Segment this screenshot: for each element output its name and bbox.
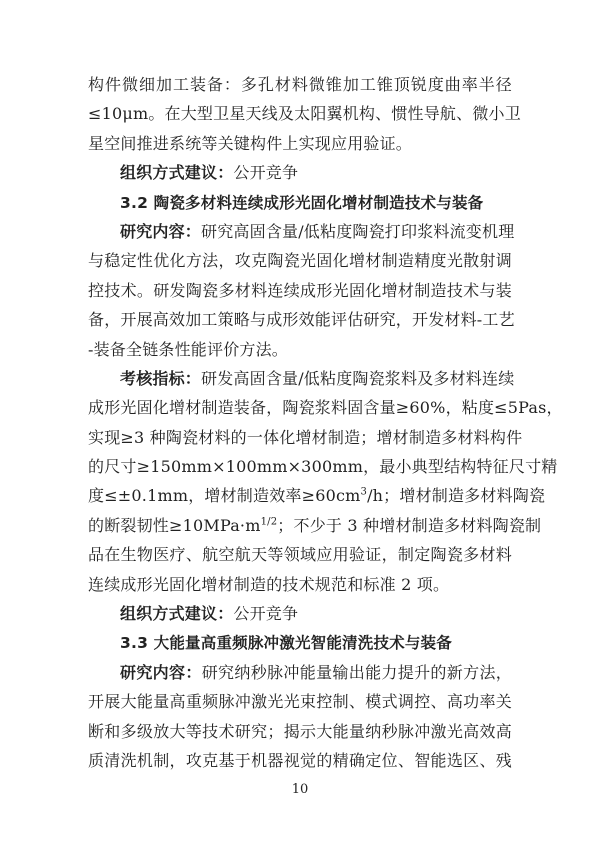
section-heading <box>88 628 512 657</box>
line-text: 品在生物医疗、航空航天等领域应用验证，制定陶瓷多材料 <box>88 545 512 565</box>
text-line <box>88 452 558 481</box>
line-text: 公开竞争 <box>233 604 299 624</box>
line-text: 的断裂韧性≥10MPa·m <box>88 515 261 535</box>
text-line <box>88 658 512 687</box>
body-text <box>88 70 563 775</box>
text-line <box>88 423 523 452</box>
page-number: 10 <box>291 782 309 797</box>
superscript: 1/2 <box>260 516 278 528</box>
text-line <box>88 276 512 305</box>
line-text: ≤10μm。在大型卫星天线及太阳翼机构、惯性导航、微小卫 <box>88 104 521 124</box>
line-text: 研究高固含量/低粘度陶瓷打印浆料流变机理 <box>201 221 515 241</box>
text-line <box>88 364 515 393</box>
text-line <box>88 599 512 628</box>
line-text: 公开竞争 <box>233 163 299 183</box>
line-text: 研究纳秒脉冲能量输出能力提升的新方法， <box>201 662 512 682</box>
heading-text: 3.2 陶瓷多材料连续成形光固化增材制造技术与装备 <box>120 193 484 212</box>
line-text: 星空间推进系统等关键构件上实现应用验证。 <box>88 133 413 153</box>
bold-label: 研究内容： <box>120 221 202 241</box>
text-line <box>88 511 542 540</box>
line-text: 与稳定性优化方法，攻克陶瓷光固化增材制造精度光散射调 <box>88 251 512 271</box>
bold-label: 组织方式建议： <box>120 604 234 624</box>
text-line <box>88 393 563 422</box>
text-line <box>88 246 512 275</box>
text-line <box>88 540 512 569</box>
line-text: 研发高固含量/低粘度陶瓷浆料及多材料连续 <box>201 368 515 388</box>
text-line <box>88 129 512 158</box>
line-text: 断和多级放大等技术研究；揭示大能量纳秒脉冲激光高效高 <box>88 721 512 741</box>
text-line <box>88 687 512 716</box>
text-line <box>88 70 512 99</box>
line-text: 成形光固化增材制造装备，陶瓷浆料固含量≥60%，粘度≤5Pas， <box>88 398 563 418</box>
text-line <box>88 746 512 775</box>
line-text: 构件微细加工装备：多孔材料微锥加工锥顶锐度曲率半径 <box>88 75 512 94</box>
line-text: 备，开展高效加工策略与成形效能评估研究，开发材料-工艺 <box>88 310 515 330</box>
line-text: 的尺寸≥150mm×100mm×300mm，最小典型结构特征尺寸精 <box>88 457 558 477</box>
line-text: 连续成形光固化增材制造的技术规范和标准 2 项。 <box>88 574 450 594</box>
text-line <box>88 99 521 128</box>
line-text: 实现≥3 种陶瓷材料的一体化增材制造；增材制造多材料构件 <box>88 427 523 447</box>
line-text: ；不少于 3 种增材制造多材料陶瓷制 <box>277 515 542 535</box>
text-line <box>88 335 512 364</box>
bold-label: 考核指标： <box>120 368 202 388</box>
line-text: 控技术。研发陶瓷多材料连续成形光固化增材制造技术与装 <box>88 280 512 300</box>
heading-text: 3.3 大能量高重频脉冲激光智能清洗技术与装备 <box>120 634 452 653</box>
text-line <box>88 305 515 334</box>
text-line <box>88 570 512 599</box>
text-line <box>88 158 512 187</box>
line-text: -装备全链条性能评价方法。 <box>88 339 289 359</box>
section-heading <box>88 188 512 217</box>
line-text: 度≤±0.1mm，增材制造效率≥60cm <box>88 486 361 506</box>
bold-label: 研究内容： <box>120 662 202 682</box>
line-text: 开展大能量高重频脉冲激光光束控制、模式调控、高功率关 <box>88 692 512 712</box>
bold-label: 组织方式建议： <box>120 163 234 183</box>
line-text: /h；增材制造多材料陶瓷 <box>367 486 546 506</box>
text-line <box>88 717 512 746</box>
superscript: 3 <box>360 487 368 499</box>
text-line <box>88 217 515 246</box>
text-line <box>88 481 546 510</box>
line-text: 质清洗机制，攻克基于机器视觉的精确定位、智能选区、残 <box>88 750 512 770</box>
